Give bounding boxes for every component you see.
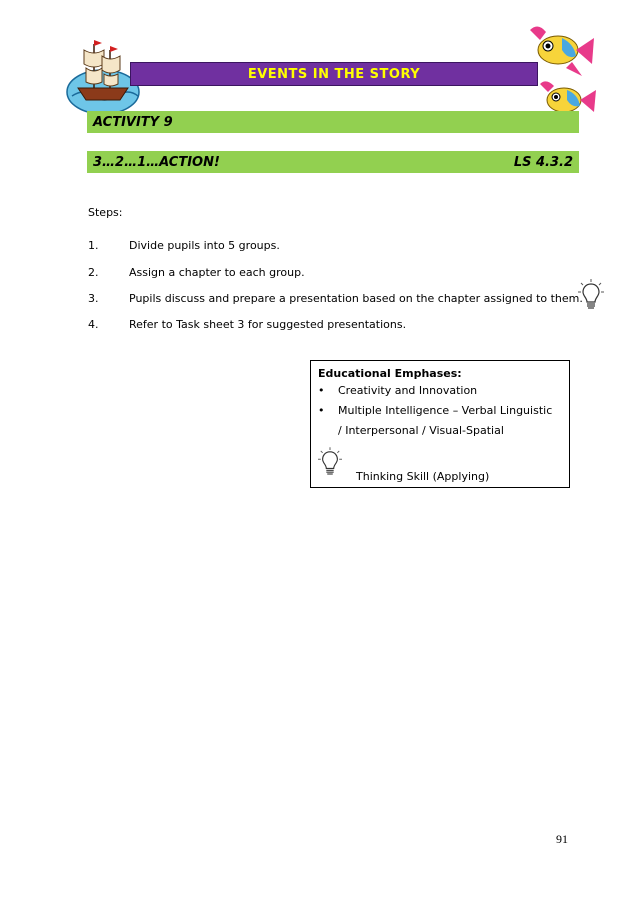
section-title: 3…2…1…ACTION! xyxy=(93,154,220,170)
step-text: Refer to Task sheet 3 for suggested presentations. xyxy=(129,318,407,331)
steps-heading: Steps: xyxy=(88,206,123,219)
step-text: Pupils discuss and prepare a presentation based on the chapter assigned to them. xyxy=(129,292,583,305)
emphases-title: Educational Emphases: xyxy=(318,367,462,380)
page-title: EVENTS IN THE STORY xyxy=(247,66,421,82)
page-number: 91 xyxy=(556,832,568,846)
bullet: • xyxy=(318,384,325,397)
thinking-skill-label: Thinking Skill (Applying) xyxy=(356,470,490,483)
step-number: 2. xyxy=(88,266,99,279)
bullet: • xyxy=(318,404,325,417)
activity-bar xyxy=(87,111,579,133)
fish-icon xyxy=(522,20,602,80)
emphasis-text: Multiple Intelligence – Verbal Linguistic xyxy=(338,404,553,417)
step-text: Assign a chapter to each group. xyxy=(129,266,305,279)
section-code: LS 4.3.2 xyxy=(513,154,573,170)
step-text: Divide pupils into 5 groups. xyxy=(129,239,280,252)
step-number: 3. xyxy=(88,292,99,305)
light-bulb-icon xyxy=(578,278,604,312)
emphasis-text-continued: / Interpersonal / Visual-Spatial xyxy=(338,424,504,437)
emphasis-text: Creativity and Innovation xyxy=(338,384,478,397)
section-bar xyxy=(87,151,579,173)
activity-label: ACTIVITY 9 xyxy=(93,114,173,130)
light-bulb-icon xyxy=(318,446,342,478)
step-number: 1. xyxy=(88,239,99,252)
step-number: 4. xyxy=(88,318,99,331)
